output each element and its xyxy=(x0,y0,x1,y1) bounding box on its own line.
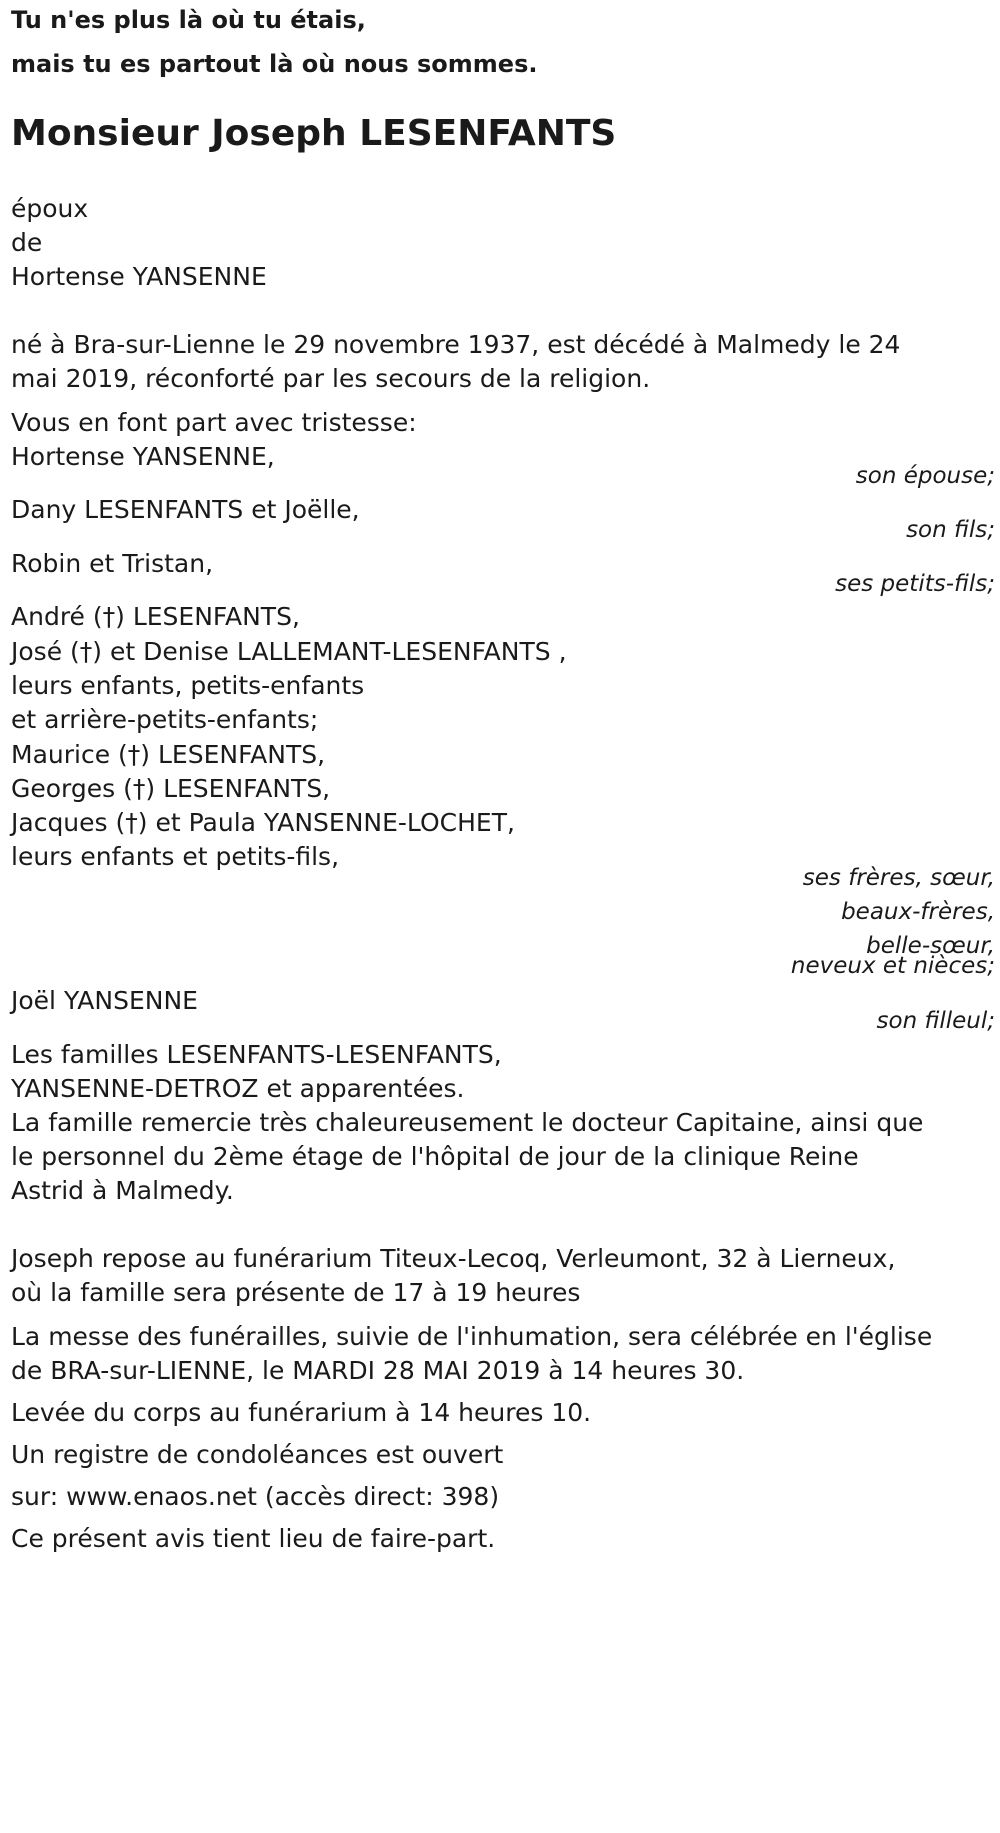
siblings-relation-line: belle-sœur, xyxy=(866,933,995,959)
epitaph-line-2: mais tu es partout là où nous sommes. xyxy=(11,50,538,78)
family-spouse-name: Hortense YANSENNE, xyxy=(11,442,275,471)
spouse-line-3: Hortense YANSENNE xyxy=(11,262,267,291)
spouse-line-2: de xyxy=(11,228,43,257)
sibling-line: Jacques (†) et Paula YANSENNE-LOCHET, xyxy=(11,808,515,837)
families-line-1: Les familles LESENFANTS-LESENFANTS, xyxy=(11,1040,502,1069)
epitaph-line-1: Tu n'es plus là où tu étais, xyxy=(11,6,366,34)
sibling-line: André (†) LESENFANTS, xyxy=(11,602,300,631)
announce-line: Vous en font part avec tristesse: xyxy=(11,408,417,437)
rest-line-1: Joseph repose au funérarium Titeux-Lecoq, Verleumont, 32 à Lierneux, xyxy=(11,1244,896,1273)
closing-line: Ce présent avis tient lieu de faire-part. xyxy=(11,1524,496,1553)
sibling-line: et arrière-petits-enfants; xyxy=(11,705,319,734)
families-line-2: YANSENNE-DETROZ et apparentées. xyxy=(11,1074,465,1103)
mass-line-1: La messe des funérailles, suivie de l'inhumation, sera célébrée en l'église xyxy=(11,1322,933,1351)
siblings-relation-line: ses frères, sœur, xyxy=(802,865,995,891)
family-godson-name: Joël YANSENNE xyxy=(11,986,198,1015)
levee-line: Levée du corps au funérarium à 14 heures 10. xyxy=(11,1398,592,1427)
sibling-line: leurs enfants et petits-fils, xyxy=(11,842,340,871)
registry-line-1: Un registre de condoléances est ouvert xyxy=(11,1440,504,1469)
spouse-line-1: époux xyxy=(11,194,89,223)
sibling-line: Maurice (†) LESENFANTS, xyxy=(11,740,326,769)
family-son-name: Dany LESENFANTS et Joëlle, xyxy=(11,495,360,524)
sibling-line: José (†) et Denise LALLEMANT-LESENFANTS , xyxy=(11,637,567,666)
family-spouse-relation: son épouse; xyxy=(855,463,995,489)
family-grandsons-name: Robin et Tristan, xyxy=(11,549,214,578)
family-godson-relation: son filleul; xyxy=(876,1008,995,1034)
sibling-line: Georges (†) LESENFANTS, xyxy=(11,774,331,803)
rest-line-2: où la famille sera présente de 17 à 19 heures xyxy=(11,1278,581,1307)
registry-line-2: sur: www.enaos.net (accès direct: 398) xyxy=(11,1482,500,1511)
siblings-relation-line: neveux et nièces; xyxy=(790,953,995,979)
family-son-relation: son fils; xyxy=(906,517,995,543)
thanks-line-2: le personnel du 2ème étage de l'hôpital de jour de la clinique Reine xyxy=(11,1142,859,1171)
siblings-relation-line: beaux-frères, xyxy=(841,899,995,925)
thanks-line-3: Astrid à Malmedy. xyxy=(11,1176,234,1205)
thanks-line-1: La famille remercie très chaleureusement le docteur Capitaine, ainsi que xyxy=(11,1108,924,1137)
birth-death-line-1: né à Bra-sur-Lienne le 29 novembre 1937, est décédé à Malmedy le 24 xyxy=(11,330,901,359)
family-grandsons-relation: ses petits-fils; xyxy=(835,571,995,597)
birth-death-line-2: mai 2019, réconforté par les secours de la religion. xyxy=(11,364,651,393)
sibling-line: leurs enfants, petits-enfants xyxy=(11,671,365,700)
deceased-title: Monsieur Joseph LESENFANTS xyxy=(11,113,617,154)
mass-line-2: de BRA-sur-LIENNE, le MARDI 28 MAI 2019 à 14 heures 30. xyxy=(11,1356,745,1385)
